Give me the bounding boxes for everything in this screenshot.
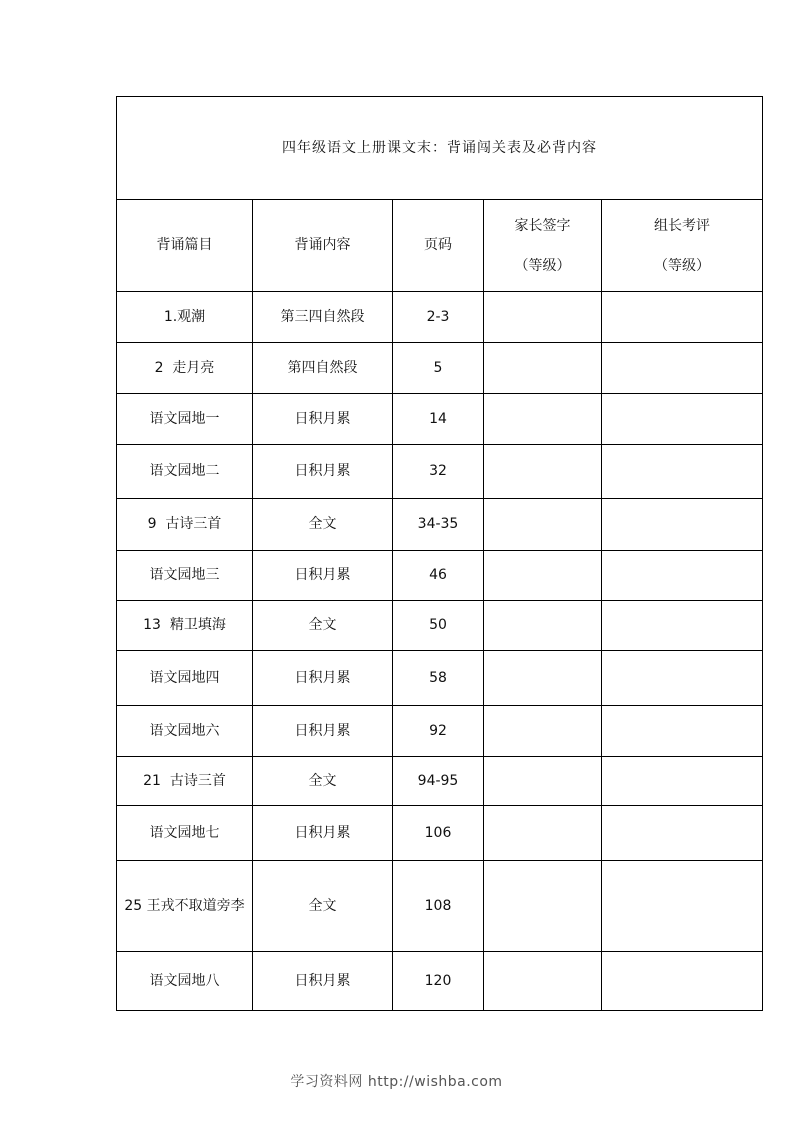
cell-nei-rong: 全文 [253,757,393,806]
cell-ye-ma: 92 [393,706,484,757]
table-row [117,292,763,343]
cell-jia-zhang[interactable] [484,757,602,806]
cell-jia-zhang[interactable] [484,445,602,499]
cell-zu-zhang[interactable] [602,806,763,861]
table-row [117,861,763,952]
table-row [117,499,763,551]
cell-jia-zhang[interactable] [484,806,602,861]
cell-jia-zhang[interactable] [484,601,602,651]
cell-ye-ma: 14 [393,394,484,445]
cell-jia-zhang[interactable] [484,861,602,952]
header-ye-ma: 页码 [393,200,484,292]
cell-zu-zhang[interactable] [602,551,763,601]
cell-zu-zhang[interactable] [602,651,763,706]
table-row [117,343,763,394]
cell-pian-mu: 语文园地三 [117,551,253,601]
cell-zu-zhang[interactable] [602,952,763,1011]
table-row [117,551,763,601]
cell-nei-rong: 日积月累 [253,706,393,757]
cell-zu-zhang[interactable] [602,445,763,499]
cell-zu-zhang[interactable] [602,757,763,806]
cell-ye-ma: 94-95 [393,757,484,806]
header-pian-mu: 背诵篇目 [117,200,253,292]
cell-pian-mu: 9 古诗三首 [117,499,253,551]
header-jia-zhang-line1: 家长签字 [514,217,571,234]
cell-jia-zhang[interactable] [484,706,602,757]
cell-zu-zhang[interactable] [602,706,763,757]
cell-ye-ma: 120 [393,952,484,1011]
table-row [117,651,763,706]
cell-ye-ma: 58 [393,651,484,706]
cell-ye-ma: 106 [393,806,484,861]
cell-pian-mu: 2 走月亮 [117,343,253,394]
header-zu-zhang [602,200,763,292]
cell-ye-ma: 5 [393,343,484,394]
table-row [117,394,763,445]
table-row [117,445,763,499]
cell-zu-zhang[interactable] [602,394,763,445]
cell-pian-mu: 语文园地八 [117,952,253,1011]
table-row [117,757,763,806]
cell-pian-mu: 13 精卫填海 [117,601,253,651]
cell-pian-mu: 21 古诗三首 [117,757,253,806]
cell-ye-ma: 108 [393,861,484,952]
title-row [117,97,763,200]
cell-jia-zhang[interactable] [484,651,602,706]
cell-nei-rong: 全文 [253,861,393,952]
cell-nei-rong: 日积月累 [253,651,393,706]
cell-ye-ma: 34-35 [393,499,484,551]
cell-nei-rong: 日积月累 [253,551,393,601]
header-nei-rong: 背诵内容 [253,200,393,292]
table-row [117,601,763,651]
cell-nei-rong: 日积月累 [253,952,393,1011]
cell-jia-zhang[interactable] [484,292,602,343]
recitation-table [116,96,763,1011]
header-zu-zhang-line1: 组长考评 [654,217,710,234]
header-jia-zhang [484,200,602,292]
cell-ye-ma: 50 [393,601,484,651]
cell-nei-rong: 第三四自然段 [253,292,393,343]
footer-watermark: 学习资料网 http://wishba.com [290,1074,503,1090]
cell-pian-mu: 25 王戎不取道旁李 [117,861,253,952]
cell-ye-ma: 32 [393,445,484,499]
cell-zu-zhang[interactable] [602,861,763,952]
cell-zu-zhang[interactable] [602,343,763,394]
page-title: 四年级语文上册课文末：背诵闯关表及必背内容 [117,97,763,200]
cell-pian-mu: 语文园地二 [117,445,253,499]
cell-zu-zhang[interactable] [602,601,763,651]
cell-nei-rong: 日积月累 [253,806,393,861]
cell-pian-mu: 语文园地七 [117,806,253,861]
cell-nei-rong: 全文 [253,499,393,551]
cell-pian-mu: 语文园地一 [117,394,253,445]
cell-nei-rong: 全文 [253,601,393,651]
cell-pian-mu: 语文园地四 [117,651,253,706]
header-zu-zhang-line2: （等级） [654,257,710,274]
table-row [117,706,763,757]
cell-nei-rong: 第四自然段 [253,343,393,394]
table-row [117,952,763,1011]
cell-nei-rong: 日积月累 [253,445,393,499]
cell-zu-zhang[interactable] [602,499,763,551]
cell-jia-zhang[interactable] [484,343,602,394]
cell-jia-zhang[interactable] [484,952,602,1011]
cell-zu-zhang[interactable] [602,292,763,343]
cell-jia-zhang[interactable] [484,499,602,551]
header-row [117,200,763,292]
cell-jia-zhang[interactable] [484,551,602,601]
cell-pian-mu: 语文园地六 [117,706,253,757]
cell-jia-zhang[interactable] [484,394,602,445]
cell-ye-ma: 2-3 [393,292,484,343]
table-row [117,806,763,861]
cell-nei-rong: 日积月累 [253,394,393,445]
header-jia-zhang-line2: （等级） [514,257,571,274]
cell-ye-ma: 46 [393,551,484,601]
cell-pian-mu: 1.观潮 [117,292,253,343]
